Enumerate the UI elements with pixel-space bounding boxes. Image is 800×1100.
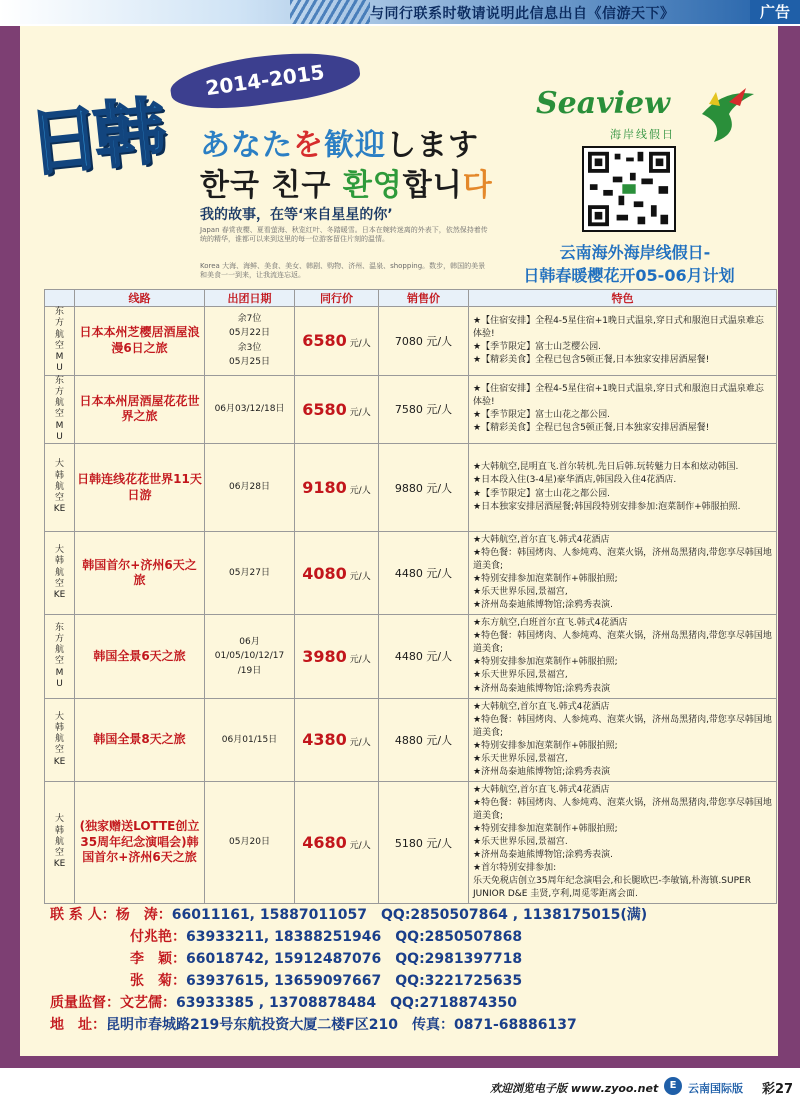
airline-cell xyxy=(45,781,75,903)
header-cell-features: 特色 xyxy=(469,290,777,307)
banner-notice: 与同行联系时敬请说明此信息出自《信游天下》 xyxy=(370,6,675,22)
route-cell xyxy=(75,444,205,532)
route-cell xyxy=(75,615,205,698)
tour-table xyxy=(44,289,777,904)
contact-qq[interactable]: QQ:2850507868 xyxy=(395,929,523,945)
features-cell xyxy=(469,375,777,444)
route-cell xyxy=(75,698,205,781)
sale-price-text: 7580 元/人 xyxy=(394,403,453,417)
route-cell xyxy=(75,375,205,444)
airline-label: 东方航空MU xyxy=(54,307,64,374)
route-text: (独家赠送LOTTE创立35周年纪念演唱会)韩国首尔+济州6天之旅 xyxy=(79,819,200,865)
contact-label: 李 颖： xyxy=(130,951,186,967)
table-row xyxy=(45,444,777,532)
contact-row xyxy=(50,1014,770,1036)
contact-label: 质量监督：文艺儒： xyxy=(50,995,176,1011)
table-header-row xyxy=(45,290,777,307)
header-cell-route: 线路 xyxy=(75,290,205,307)
peer-price-cell xyxy=(295,307,379,376)
peer-price-value: 4080 xyxy=(302,563,347,583)
features-cell xyxy=(469,307,777,376)
airline-label: 大韩航空KE xyxy=(53,814,66,870)
date-cell xyxy=(205,375,295,444)
features-text: ★大韩航空,首尔直飞.韩式4花酒店 ★特色餐：韩国烤肉、人参炖鸡、泡菜火锅，济州岛黑猪肉,带您享尽韩国地道美食; ★特别安排参加泡菜制作+韩服拍照; ★乐天世界乐园,景福宫, ★济州岛泰迪熊博物馆;涂鸦秀表演. xyxy=(473,535,772,611)
contact-phones[interactable]: 66018742, 15912487076 xyxy=(186,951,382,967)
greeting-kr-part: 환영 xyxy=(342,168,403,203)
greeting-kr-part: 합니 xyxy=(402,168,463,203)
top-banner xyxy=(0,0,800,24)
sale-price-text: 4480 元/人 xyxy=(394,650,453,664)
route-text: 日韩连线花花世界11天日游 xyxy=(77,471,202,502)
airline-cell xyxy=(45,307,75,376)
peer-price-cell xyxy=(295,698,379,781)
qr-code-icon[interactable] xyxy=(582,146,676,232)
brand-name: Seaview xyxy=(536,86,670,121)
date-cell xyxy=(205,698,295,781)
korea-blurb: Korea 大海、海鲜、美食、美女、韩剧、购物、济州、温泉、shopping。数步，韩国的美景和美食一一到来，让我流连忘返。 xyxy=(200,262,486,280)
contact-label: 张 菊： xyxy=(130,973,186,989)
date-text: 06月03/12/18日 xyxy=(214,404,285,415)
date-cell xyxy=(205,781,295,903)
features-text: ★大韩航空,首尔直飞.韩式4花酒店 ★特色餐：韩国烤肉、人参炖鸡、泡菜火锅，济州岛黑猪肉,带您享尽韩国地道美食; ★特别安排参加泡菜制作+韩服拍照; ★乐天世界乐园,景福宫, ★济州岛泰迪熊博物馆;涂鸦秀表演 xyxy=(473,701,772,777)
peer-price-value: 6580 xyxy=(302,331,347,351)
contact-phones[interactable]: 63933211, 18388251946 xyxy=(186,929,382,945)
plan-title-line1: 云南海外海岸线假日- xyxy=(559,243,711,262)
contact-label: 付兆艳： xyxy=(130,929,186,945)
page-number: 彩27 xyxy=(762,1082,794,1097)
airline-label: 东方航空MU xyxy=(54,375,64,442)
banner-stripes xyxy=(290,0,370,24)
route-text: 日本本州芝樱居酒屋浪漫6日之旅 xyxy=(79,325,200,355)
features-text: ★大韩航空,昆明直飞.首尔转机.先日后韩.玩转魅力日本和炫动韩国. ★日本段入住(3-4星)豪华酒店,韩国段入住4花酒店. ★【季节限定】富士山花之都公园. ★日本独家安排居酒屋餐;韩国段特别安排参加:泡菜制作+韩服拍照. xyxy=(473,462,741,512)
date-text: 05月27日 xyxy=(229,567,270,578)
peer-price-value: 4380 xyxy=(302,730,347,750)
contact-row xyxy=(50,970,770,992)
route-text: 日本本州居酒屋花花世界之旅 xyxy=(79,393,200,424)
contacts-block xyxy=(50,904,770,1036)
table-row xyxy=(45,698,777,781)
table-row xyxy=(45,532,777,615)
year-badge: 2014-2015 xyxy=(168,43,363,117)
greeting-jp-part: を xyxy=(293,128,324,163)
sale-price-text: 4480 元/人 xyxy=(394,567,453,581)
edition-label: 云南国际版 xyxy=(688,1082,743,1095)
peer-price-cell xyxy=(295,615,379,698)
contact-phones[interactable]: 63933385 , 13708878484 xyxy=(176,995,377,1011)
route-cell xyxy=(75,307,205,376)
table-row xyxy=(45,781,777,903)
big-title: 日韩 xyxy=(24,88,165,187)
peer-price-cell xyxy=(295,781,379,903)
date-cell xyxy=(205,444,295,532)
greeting-korean xyxy=(200,160,493,204)
greeting-jp-part: します xyxy=(386,128,479,163)
airline-label: 大韩航空KE xyxy=(53,545,66,601)
price-unit: 元/人 xyxy=(349,841,371,852)
date-cell xyxy=(205,307,295,376)
header-cell-date: 出团日期 xyxy=(205,290,295,307)
sale-price-text: 4880 元/人 xyxy=(394,733,453,747)
sale-price-cell xyxy=(379,698,469,781)
peer-price-cell xyxy=(295,375,379,444)
route-cell xyxy=(75,532,205,615)
date-text: 05月20日 xyxy=(229,837,270,848)
contact-label: 地 址： xyxy=(50,1017,106,1033)
peer-price-value: 9180 xyxy=(302,478,347,497)
route-text: 韩国全景8天之旅 xyxy=(93,731,186,746)
table-row xyxy=(45,615,777,698)
greeting-jp-part: あなた xyxy=(200,128,293,163)
date-text: 余7位 05月22日 余3位 05月25日 xyxy=(229,313,270,368)
date-cell xyxy=(205,615,295,698)
contact-qq[interactable]: QQ:2850507864 , 1138175015(满) xyxy=(381,907,648,923)
contact-row xyxy=(50,926,770,948)
sale-price-cell xyxy=(379,375,469,444)
airline-cell xyxy=(45,698,75,781)
contact-row xyxy=(50,904,770,926)
price-unit: 元/人 xyxy=(349,738,371,749)
plan-title-line2: 日韩春暖樱花开05-06月计划 xyxy=(523,266,735,285)
date-text: 06月28日 xyxy=(229,482,270,493)
contact-phones[interactable]: 昆明市春城路219号东航投资大厦二楼F区210 xyxy=(106,1017,399,1033)
contact-phones[interactable]: 66011161, 15887011057 xyxy=(171,907,368,923)
greeting-kr-part: 다 xyxy=(462,168,493,203)
header-cell-sale-price: 销售价 xyxy=(379,290,469,307)
airline-label: 东方航空MU xyxy=(54,622,64,689)
sale-price-cell xyxy=(379,444,469,532)
contact-row xyxy=(50,992,770,1014)
price-unit: 元/人 xyxy=(349,407,371,418)
brand-subtitle: 海岸线假日 xyxy=(610,128,675,141)
peer-price-value: 3980 xyxy=(302,646,347,666)
sale-price-text: 9880 元/人 xyxy=(394,481,453,495)
date-text: 06月 01/05/10/12/17 /19日 xyxy=(214,636,285,676)
price-unit: 元/人 xyxy=(349,486,371,496)
airline-label: 大韩航空KE xyxy=(53,459,66,515)
peer-price-value: 6580 xyxy=(302,399,347,419)
airline-cell xyxy=(45,615,75,698)
contact-phones[interactable]: 63937615, 13659097667 xyxy=(186,973,382,989)
contact-qq[interactable]: 传真：0871-68886137 xyxy=(412,1017,577,1033)
sale-price-cell xyxy=(379,615,469,698)
sale-price-cell xyxy=(379,307,469,376)
features-text: ★【住宿安排】全程4-5星住宿+1晚日式温泉,穿日式和服泡日式温泉难忘体验! ★【季节限定】富士山芝樱公园. ★【精彩美食】全程已包含5顿正餐,日本独家安排居酒屋餐! xyxy=(473,315,764,365)
edition-icon: E xyxy=(664,1077,682,1095)
table-row xyxy=(45,307,777,376)
peer-price-value: 4680 xyxy=(302,833,347,853)
price-unit: 元/人 xyxy=(349,339,371,350)
contact-label: 联 系 人：杨 涛： xyxy=(50,907,172,923)
header-cell-peer-price: 同行价 xyxy=(295,290,379,307)
table-row xyxy=(45,375,777,444)
greeting-kr-part: 한국 친구 xyxy=(200,168,343,203)
features-text: ★大韩航空,首尔直飞.韩式4花酒店 ★特色餐：韩国烤肉、人参炖鸡、泡菜火锅，济州岛黑猪肉,带您享尽韩国地道美食; ★特别安排参加泡菜制作+韩服拍照; ★乐天世界乐园,景福宫. ★济州岛泰迪熊博物馆;涂鸦秀表演. ★首尔特别安排参加: 乐天免税店创立35周年纪念演唱会,和长腿欧巴-李敏镐,朴海镇.SUPER JUNIOR D&E 圭贤,亨利,周觅零距离会面. xyxy=(473,784,772,900)
contact-row xyxy=(50,948,770,970)
header-cell-blank xyxy=(45,290,75,307)
features-cell xyxy=(469,698,777,781)
features-text: ★东方航空,白班首尔直飞.韩式4花酒店 ★特色餐：韩国烤肉、人参炖鸡、泡菜火锅，济州岛黑猪肉,带您享尽韩国地道美食; ★特别安排参加泡菜制作+韩服拍照; ★乐天世界乐园,景福宫, ★济州岛泰迪熊博物馆;涂鸦秀表演 xyxy=(473,618,772,694)
features-text: ★【住宿安排】全程4-5星住宿+1晚日式温泉,穿日式和服泡日式温泉难忘体验! ★【季节限定】富士山花之都公园. ★【精彩美食】全程已包含5顿正餐,日本独家安排居酒屋餐! xyxy=(473,384,764,434)
contact-qq[interactable]: QQ:2981397718 xyxy=(395,951,523,967)
sale-price-cell xyxy=(379,781,469,903)
contact-qq[interactable]: QQ:2718874350 xyxy=(390,995,517,1011)
footer-text[interactable]: 欢迎浏览电子版 www.zyoo.net xyxy=(490,1082,659,1095)
features-cell xyxy=(469,532,777,615)
greeting-jp-part: 歓迎 xyxy=(324,128,386,163)
contact-qq[interactable]: QQ:3221725635 xyxy=(395,973,523,989)
sale-price-text: 5180 元/人 xyxy=(394,836,453,850)
airline-label: 大韩航空KE xyxy=(53,711,66,767)
date-cell xyxy=(205,532,295,615)
japan-blurb: Japan 春赏夜樱、夏看萤海、秋览红叶、冬踏暖雪。日本在婉转迷离的外表下，依然保持着传统的精华，谁都可以来到这里的每一位游客留住片刻的温情。 xyxy=(200,226,488,244)
story-tagline: 我的故事，在等‘来自星星的你’ xyxy=(200,207,393,223)
peer-price-cell xyxy=(295,532,379,615)
sale-price-cell xyxy=(379,532,469,615)
footer xyxy=(0,1068,800,1100)
airline-cell xyxy=(45,444,75,532)
features-cell xyxy=(469,444,777,532)
greeting-japanese xyxy=(200,120,479,164)
date-text: 06月01/15日 xyxy=(221,734,278,745)
airline-cell xyxy=(45,375,75,444)
route-cell xyxy=(75,781,205,903)
ad-label: 广告 xyxy=(750,0,800,24)
peer-price-cell xyxy=(295,444,379,532)
route-text: 韩国首尔+济州6天之旅 xyxy=(82,557,197,588)
price-unit: 元/人 xyxy=(349,654,371,665)
sale-price-text: 7080 元/人 xyxy=(394,334,453,348)
features-cell xyxy=(469,615,777,698)
route-text: 韩国全景6天之旅 xyxy=(93,648,186,663)
price-unit: 元/人 xyxy=(349,571,371,582)
airline-cell xyxy=(45,532,75,615)
features-cell xyxy=(469,781,777,903)
